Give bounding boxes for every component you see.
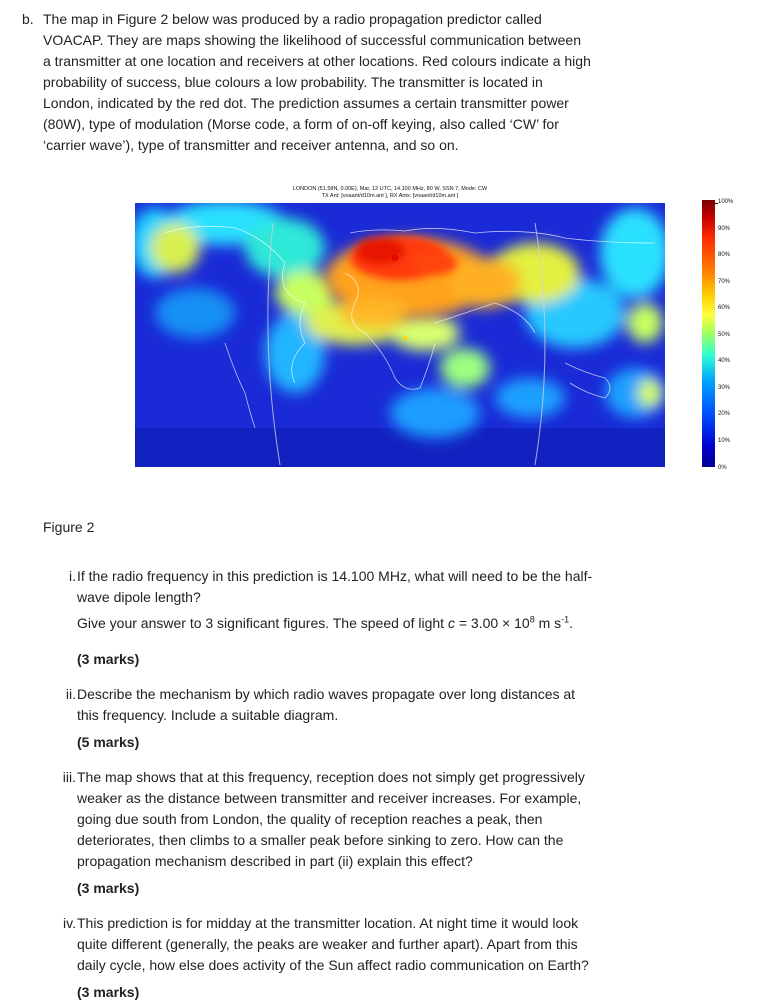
- legend-label-10: 10%: [718, 438, 731, 444]
- question-text: The map shows that at this frequency, reception does not simply get progressively weaker as the distance between transmitter and receiver increases. For example, going due south from London, the quality of reception reaches a peak, then deteriorates, then climbs to a smaller peak before sinking to zero. How can the propagation mechanism described in part (ii) explain this effect?: [77, 769, 585, 869]
- question-text: If the radio frequency in this prediction is 14.100 MHz, what will need to be the half-wave dipole length?: [77, 568, 593, 605]
- question-marks: (3 marks): [77, 984, 140, 1000]
- legend-label-50: 50%: [718, 332, 731, 338]
- map-caption-line2: TX Ant: [voaant/d10m.ant ], RX Ants: [voaant/d10m.ant ]: [321, 193, 459, 199]
- legend-label-40: 40%: [718, 358, 731, 364]
- probability-legend-bar: [702, 200, 715, 467]
- legend-label-100: 100%: [718, 199, 734, 205]
- question-text: This prediction is for midday at the transmitter location. At night time it would look quite different (generally, the peaks are weaker and further apart). Apart from this daily cycle, how else does activity of the Sun affect radio communication on Earth?: [77, 915, 589, 973]
- map-caption: [180, 186, 600, 200]
- question-number: iv.: [63, 915, 76, 931]
- part-b-intro: [22, 9, 592, 156]
- question-text: Describe the mechanism by which radio waves propagate over long distances at this frequency. Include a suitable diagram.: [77, 686, 576, 723]
- legend-label-70: 70%: [718, 279, 731, 285]
- question-i: [60, 566, 600, 670]
- legend-label-90: 90%: [718, 226, 731, 232]
- question-number: iii.: [62, 769, 76, 785]
- question-number: ii.: [65, 686, 76, 702]
- propagation-map: [135, 203, 665, 467]
- receiver-location-dot: [403, 336, 407, 340]
- question-hint: Give your answer to 3 significant figures. The speed of light $c = 3.00 \times 10^8$ m $s^{-1}$.: [77, 614, 574, 631]
- question-iii: [60, 767, 600, 899]
- transmitter-location-dot: [393, 256, 398, 261]
- question-marks: (3 marks): [77, 880, 140, 896]
- legend-label-60: 60%: [718, 305, 731, 311]
- figure-label: Figure 2: [43, 519, 95, 535]
- legend-label-30: 30%: [718, 385, 731, 391]
- legend-label-20: 20%: [718, 411, 731, 417]
- propagation-map-image: [135, 203, 665, 467]
- question-marks: (3 marks): [77, 651, 140, 667]
- question-iv: [60, 913, 600, 1003]
- part-b-text: The map in Figure 2 below was produced by a radio propagation predictor called VOACAP. They are maps showing the likelihood of successful communication between a transmitter at one location and receivers at other locations. Red colours indicate a high probability of success, blue colours a low probability. The transmitter is located in London, indicated by the red dot. The prediction assumes a certain transmitter power (80W), type of modulation (Morse code, a form of on-off keying, also called ‘CW’ for ‘carrier wave’), type of transmitter and receiver antenna, and so on.: [43, 11, 591, 153]
- question-marks: (5 marks): [77, 734, 140, 750]
- question-number: i.: [69, 568, 76, 584]
- map-caption-line1: LONDON (51.58N, 0.00E), Mar, 12 UTC, 14.100 MHz, 80 W, SSN 7, Mode: CW: [292, 186, 488, 192]
- part-label: b.: [22, 11, 34, 27]
- legend-label-0: 0%: [718, 465, 727, 471]
- legend-label-80: 80%: [718, 252, 731, 258]
- question-ii: [60, 684, 600, 753]
